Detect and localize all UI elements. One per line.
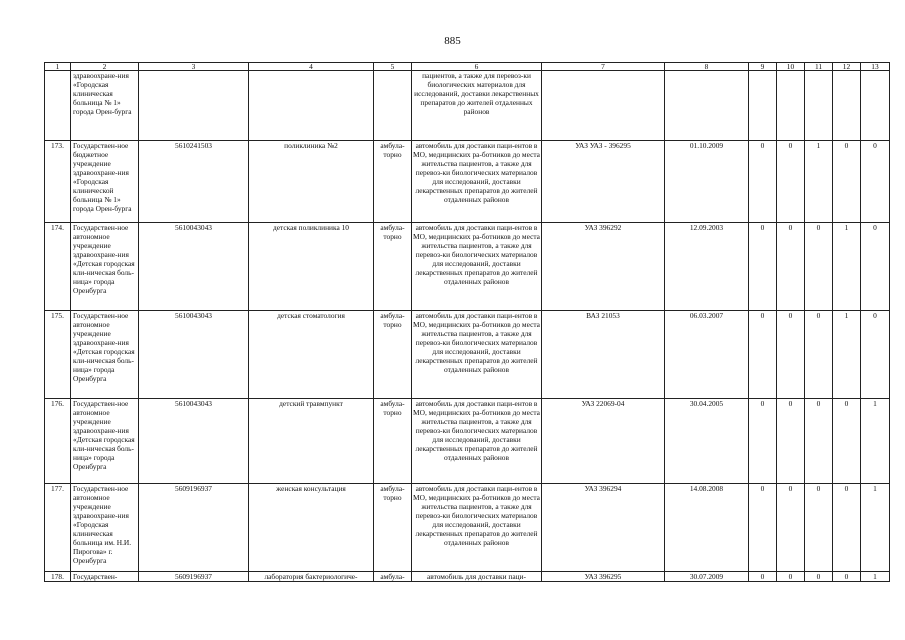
column-number: 12 (833, 63, 861, 71)
purpose-cell: пациентов, а также для перевоз-ки биологических материалов для исследований, доставки лекарственных препаратов до жителей отдаленных районов (412, 71, 542, 141)
count-cell: 0 (833, 484, 861, 572)
care-type-cell: амбула-торно (374, 484, 412, 572)
column-number: 7 (542, 63, 665, 71)
organization-cell: Государствен-ное автономное учреждение здравоохране-ния «Детская городская кли-ническая боль-ница» города Оренбурга (71, 311, 139, 399)
unit-cell: поликлиника №2 (249, 141, 374, 223)
table-row (45, 572, 890, 582)
table-row (45, 141, 890, 223)
care-type-cell (374, 71, 412, 141)
organization-cell: Государствен-ное автономное учреждение здравоохране-ния «Городская клиническая больница им. Н.И. Пирогова» г. Оренбурга (71, 484, 139, 572)
unit-cell: лаборатория бактериологиче- (249, 572, 374, 582)
vehicle-cell: УАЗ 396292 (542, 223, 665, 311)
row-number (45, 71, 71, 141)
count-cell (749, 71, 777, 141)
column-number: 5 (374, 63, 412, 71)
count-cell: 0 (749, 399, 777, 484)
count-cell (861, 71, 890, 141)
table-row (45, 311, 890, 399)
date-cell: 14.08.2008 (665, 484, 749, 572)
count-cell: 1 (861, 572, 890, 582)
column-number: 11 (805, 63, 833, 71)
purpose-cell: автомобиль для доставки паци- (412, 572, 542, 582)
inn-cell: 5610043043 (139, 223, 249, 311)
count-cell: 0 (777, 223, 805, 311)
column-number: 4 (249, 63, 374, 71)
count-cell: 0 (833, 572, 861, 582)
date-cell: 06.03.2007 (665, 311, 749, 399)
care-type-cell: амбула-торно (374, 141, 412, 223)
count-cell: 0 (777, 484, 805, 572)
table-row (45, 484, 890, 572)
vehicle-cell: УАЗ 396294 (542, 484, 665, 572)
row-number: 174. (45, 223, 71, 311)
vehicle-cell (542, 71, 665, 141)
count-cell: 0 (749, 223, 777, 311)
count-cell: 0 (777, 141, 805, 223)
count-cell: 1 (833, 311, 861, 399)
column-number-row (45, 63, 890, 71)
unit-cell: детский травмпункт (249, 399, 374, 484)
count-cell: 0 (805, 223, 833, 311)
care-type-cell: амбула-торно (374, 223, 412, 311)
count-cell: 0 (861, 141, 890, 223)
vehicle-register-table (44, 62, 890, 582)
unit-cell (249, 71, 374, 141)
row-number: 177. (45, 484, 71, 572)
inn-cell: 5610043043 (139, 311, 249, 399)
row-number: 176. (45, 399, 71, 484)
count-cell: 0 (833, 399, 861, 484)
inn-cell: 5610043043 (139, 399, 249, 484)
purpose-cell: автомобиль для доставки паци-ентов в МО, медицинских ра-ботников до места жительства пациентов, а также для перевоз-ки биологических материалов для исследований, доставки лекарственных препаратов до жителей отдаленных районов (412, 399, 542, 484)
purpose-cell: автомобиль для доставки паци-ентов в МО, медицинских ра-ботников до места жительства пациентов, а также для перевоз-ки биологических материалов для исследований, доставки лекарственных препаратов до жителей отдаленных районов (412, 223, 542, 311)
count-cell: 0 (861, 311, 890, 399)
organization-cell: Государствен-ное автономное учреждение здравоохране-ния «Детская городская кли-ническая боль-ница» города Оренбурга (71, 223, 139, 311)
inn-cell (139, 71, 249, 141)
count-cell: 0 (805, 311, 833, 399)
count-cell: 0 (805, 484, 833, 572)
count-cell: 0 (805, 572, 833, 582)
count-cell: 0 (777, 399, 805, 484)
organization-cell: Государствен-ное бюджетное учреждение здравоохране-ния «Городская клинической больница № 1» города Орен-бурга (71, 141, 139, 223)
row-number: 178. (45, 572, 71, 582)
organization-cell: Государствен-ное автономное учреждение здравоохране-ния «Детская городская кли-ническая боль-ница» города Оренбурга (71, 399, 139, 484)
count-cell: 0 (749, 484, 777, 572)
count-cell: 0 (749, 572, 777, 582)
vehicle-cell: УАЗ 22069-04 (542, 399, 665, 484)
vehicle-cell: ВАЗ 21053 (542, 311, 665, 399)
count-cell: 0 (833, 141, 861, 223)
organization-cell: Государствен- (71, 572, 139, 582)
table-row (45, 71, 890, 141)
date-cell: 12.09.2003 (665, 223, 749, 311)
count-cell: 1 (833, 223, 861, 311)
column-number: 2 (71, 63, 139, 71)
date-cell: 01.10.2009 (665, 141, 749, 223)
column-number: 6 (412, 63, 542, 71)
column-number: 13 (861, 63, 890, 71)
inn-cell: 5609196937 (139, 572, 249, 582)
care-type-cell: амбула-торно (374, 311, 412, 399)
date-cell (665, 71, 749, 141)
unit-cell: детская стоматология (249, 311, 374, 399)
purpose-cell: автомобиль для доставки паци-ентов в МО, медицинских ра-ботников до места жительства пациентов, а также для перевоз-ки биологических материалов для исследований, доставки лекарственных препаратов до жителей отдаленных районов (412, 311, 542, 399)
row-number: 175. (45, 311, 71, 399)
count-cell: 1 (861, 399, 890, 484)
column-number: 10 (777, 63, 805, 71)
count-cell: 0 (777, 311, 805, 399)
care-type-cell: амбула-торно (374, 399, 412, 484)
column-number: 9 (749, 63, 777, 71)
count-cell (777, 71, 805, 141)
count-cell: 0 (749, 141, 777, 223)
count-cell: 0 (749, 311, 777, 399)
date-cell: 30.04.2005 (665, 399, 749, 484)
unit-cell: детская поликлиника 10 (249, 223, 374, 311)
page-number: 885 (444, 35, 461, 47)
vehicle-cell: УАЗ 396295 (542, 572, 665, 582)
count-cell (833, 71, 861, 141)
unit-cell: женская консультация (249, 484, 374, 572)
row-number: 173. (45, 141, 71, 223)
care-type-cell: амбула- (374, 572, 412, 582)
vehicle-cell: УАЗ УАЗ - 396295 (542, 141, 665, 223)
count-cell: 0 (777, 572, 805, 582)
column-number: 3 (139, 63, 249, 71)
inn-cell: 5610241503 (139, 141, 249, 223)
table-row (45, 223, 890, 311)
inn-cell: 5609196937 (139, 484, 249, 572)
column-number: 8 (665, 63, 749, 71)
organization-cell: здравоохране-ния «Городская клиническая больница № 1» города Орен-бурга (71, 71, 139, 141)
count-cell: 0 (861, 223, 890, 311)
count-cell: 1 (861, 484, 890, 572)
date-cell: 30.07.2009 (665, 572, 749, 582)
count-cell (805, 71, 833, 141)
table-row (45, 399, 890, 484)
count-cell: 1 (805, 141, 833, 223)
column-number: 1 (45, 63, 71, 71)
purpose-cell: автомобиль для доставки паци-ентов в МО, медицинских ра-ботников до места жительства пациентов, а также для перевоз-ки биологических материалов для исследований, доставки лекарственных препаратов до жителей отдаленных районов (412, 141, 542, 223)
count-cell: 0 (805, 399, 833, 484)
purpose-cell: автомобиль для доставки паци-ентов в МО, медицинских ра-ботников до места жительства пациентов, а также для перевоз-ки биологических материалов для исследований, доставки лекарственных препаратов до жителей отдаленных районов (412, 484, 542, 572)
